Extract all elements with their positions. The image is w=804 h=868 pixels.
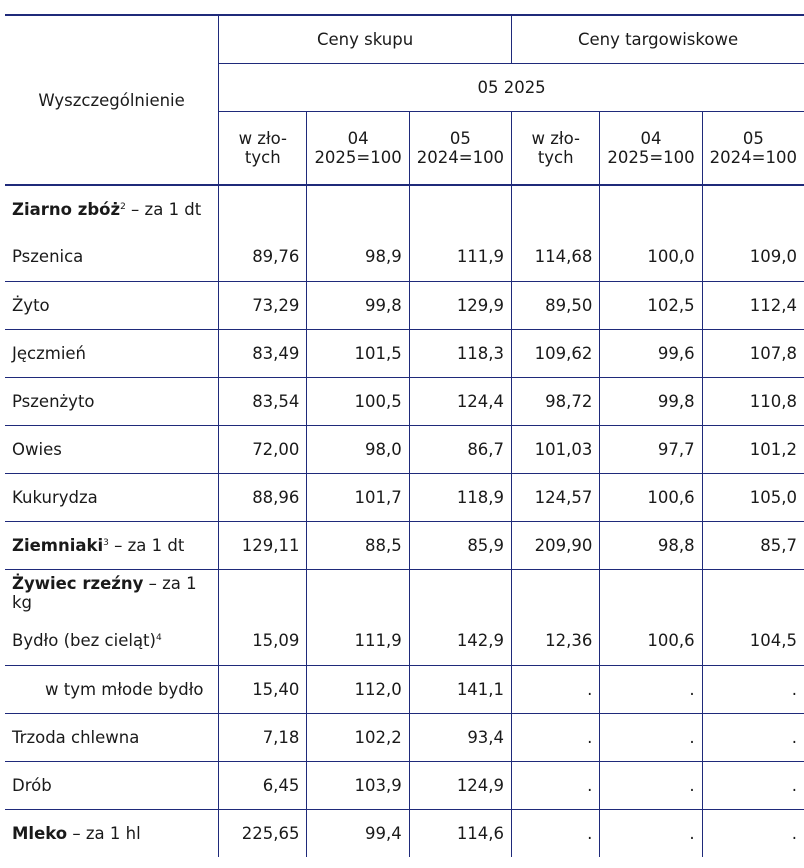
value-cell: 105,0: [702, 473, 804, 521]
value-cell: 101,7: [307, 473, 409, 521]
col-header-year-targ: 05 2024=100: [702, 111, 804, 185]
value-cell: 100,6: [600, 473, 702, 521]
value-cell: 15,09: [219, 617, 307, 665]
value-cell: 98,9: [307, 233, 409, 281]
value-cell: 101,2: [702, 425, 804, 473]
row-label: Drób: [5, 761, 219, 809]
category-row-ziarno: [5, 185, 804, 233]
row-label: Jęczmień: [5, 329, 219, 377]
table-row-zyto: [5, 281, 804, 329]
row-label: Owies: [5, 425, 219, 473]
value-cell: 83,54: [219, 377, 307, 425]
value-cell: 99,8: [307, 281, 409, 329]
value-cell: 102,2: [307, 713, 409, 761]
value-cell: 109,0: [702, 233, 804, 281]
value-cell: 142,9: [409, 617, 511, 665]
value-cell: 89,50: [512, 281, 600, 329]
row-label: Pszenica: [5, 233, 219, 281]
value-cell: 89,76: [219, 233, 307, 281]
row-label: w tym młode bydło: [5, 665, 219, 713]
category-label: Ziarno zbóż$^2$ – za 1 dt: [12, 200, 202, 219]
value-cell: 209,90: [512, 521, 600, 569]
row-label: Pszenżyto: [5, 377, 219, 425]
value-cell: 101,03: [512, 425, 600, 473]
value-cell: 102,5: [600, 281, 702, 329]
value-cell: 141,1: [409, 665, 511, 713]
value-cell: 114,68: [512, 233, 600, 281]
value-cell: 129,9: [409, 281, 511, 329]
value-cell: 100,0: [600, 233, 702, 281]
value-cell: 110,8: [702, 377, 804, 425]
value-cell: .: [702, 713, 804, 761]
category-row-zywiec: [5, 569, 804, 617]
value-cell: .: [512, 761, 600, 809]
col-header-pln-targ: w zło- tych: [512, 111, 600, 185]
price-table: [5, 14, 804, 857]
value-cell: 109,62: [512, 329, 600, 377]
row-label: Kukurydza: [5, 473, 219, 521]
value-cell: 100,6: [600, 617, 702, 665]
value-cell: 83,49: [219, 329, 307, 377]
value-cell: 129,11: [219, 521, 307, 569]
table-row-ziemniaki: [5, 521, 804, 569]
col-header-pln-skup: w zło- tych: [219, 111, 307, 185]
value-cell: .: [512, 713, 600, 761]
value-cell: 98,0: [307, 425, 409, 473]
value-cell: 88,5: [307, 521, 409, 569]
value-cell: 85,7: [702, 521, 804, 569]
value-cell: 112,0: [307, 665, 409, 713]
header-row-1: [5, 15, 804, 63]
value-cell: 114,6: [409, 809, 511, 857]
value-cell: 98,8: [600, 521, 702, 569]
value-cell: .: [600, 665, 702, 713]
value-cell: 225,65: [219, 809, 307, 857]
value-cell: 118,3: [409, 329, 511, 377]
col-header-month-skup: 04 2025=100: [307, 111, 409, 185]
col-header-month-targ: 04 2025=100: [600, 111, 702, 185]
value-cell: 104,5: [702, 617, 804, 665]
value-cell: 12,36: [512, 617, 600, 665]
value-cell: 72,00: [219, 425, 307, 473]
value-cell: 85,9: [409, 521, 511, 569]
value-cell: .: [512, 665, 600, 713]
value-cell: 99,4: [307, 809, 409, 857]
category-label: Ziemniaki$^3$ – za 1 dt: [5, 521, 219, 569]
value-cell: .: [600, 761, 702, 809]
value-cell: 107,8: [702, 329, 804, 377]
row-label: Żyto: [5, 281, 219, 329]
value-cell: 103,9: [307, 761, 409, 809]
value-cell: .: [600, 809, 702, 857]
value-cell: 73,29: [219, 281, 307, 329]
value-cell: 98,72: [512, 377, 600, 425]
table-row-jeczmien: [5, 329, 804, 377]
value-cell: 118,9: [409, 473, 511, 521]
value-cell: 101,5: [307, 329, 409, 377]
value-cell: 112,4: [702, 281, 804, 329]
table-row-mleko: [5, 809, 804, 857]
row-label: Trzoda chlewna: [5, 713, 219, 761]
value-cell: 124,9: [409, 761, 511, 809]
value-cell: .: [512, 809, 600, 857]
value-cell: 86,7: [409, 425, 511, 473]
value-cell: 6,45: [219, 761, 307, 809]
category-label: Żywiec rzeźny – za 1 kg: [12, 574, 197, 613]
period-header: 05 2025: [219, 63, 804, 111]
table-row-drob: [5, 761, 804, 809]
row-label: Bydło (bez cieląt)$^4$: [5, 617, 219, 665]
table-row-bydlo: [5, 617, 804, 665]
value-cell: 15,40: [219, 665, 307, 713]
value-cell: 97,7: [600, 425, 702, 473]
value-cell: 111,9: [307, 617, 409, 665]
table-row-mlode: [5, 665, 804, 713]
value-cell: 99,8: [600, 377, 702, 425]
value-cell: 124,57: [512, 473, 600, 521]
value-cell: .: [702, 665, 804, 713]
table-row-pszenica: [5, 233, 804, 281]
table-row-owies: [5, 425, 804, 473]
category-label: Mleko – za 1 hl: [12, 823, 141, 843]
value-cell: 111,9: [409, 233, 511, 281]
table-row-trzoda: [5, 713, 804, 761]
value-cell: .: [600, 713, 702, 761]
group-header-skup: Ceny skupu: [219, 15, 512, 63]
value-cell: 99,6: [600, 329, 702, 377]
group-header-targ: Ceny targowiskowe: [512, 15, 804, 63]
table-row-kukurydza: [5, 473, 804, 521]
value-cell: 7,18: [219, 713, 307, 761]
value-cell: 93,4: [409, 713, 511, 761]
table-row-pszenzyto: [5, 377, 804, 425]
value-cell: 100,5: [307, 377, 409, 425]
value-cell: 88,96: [219, 473, 307, 521]
value-cell: 124,4: [409, 377, 511, 425]
row-label-header: Wyszczególnienie: [5, 15, 219, 185]
col-header-year-skup: 05 2024=100: [409, 111, 511, 185]
value-cell: .: [702, 761, 804, 809]
value-cell: .: [702, 809, 804, 857]
